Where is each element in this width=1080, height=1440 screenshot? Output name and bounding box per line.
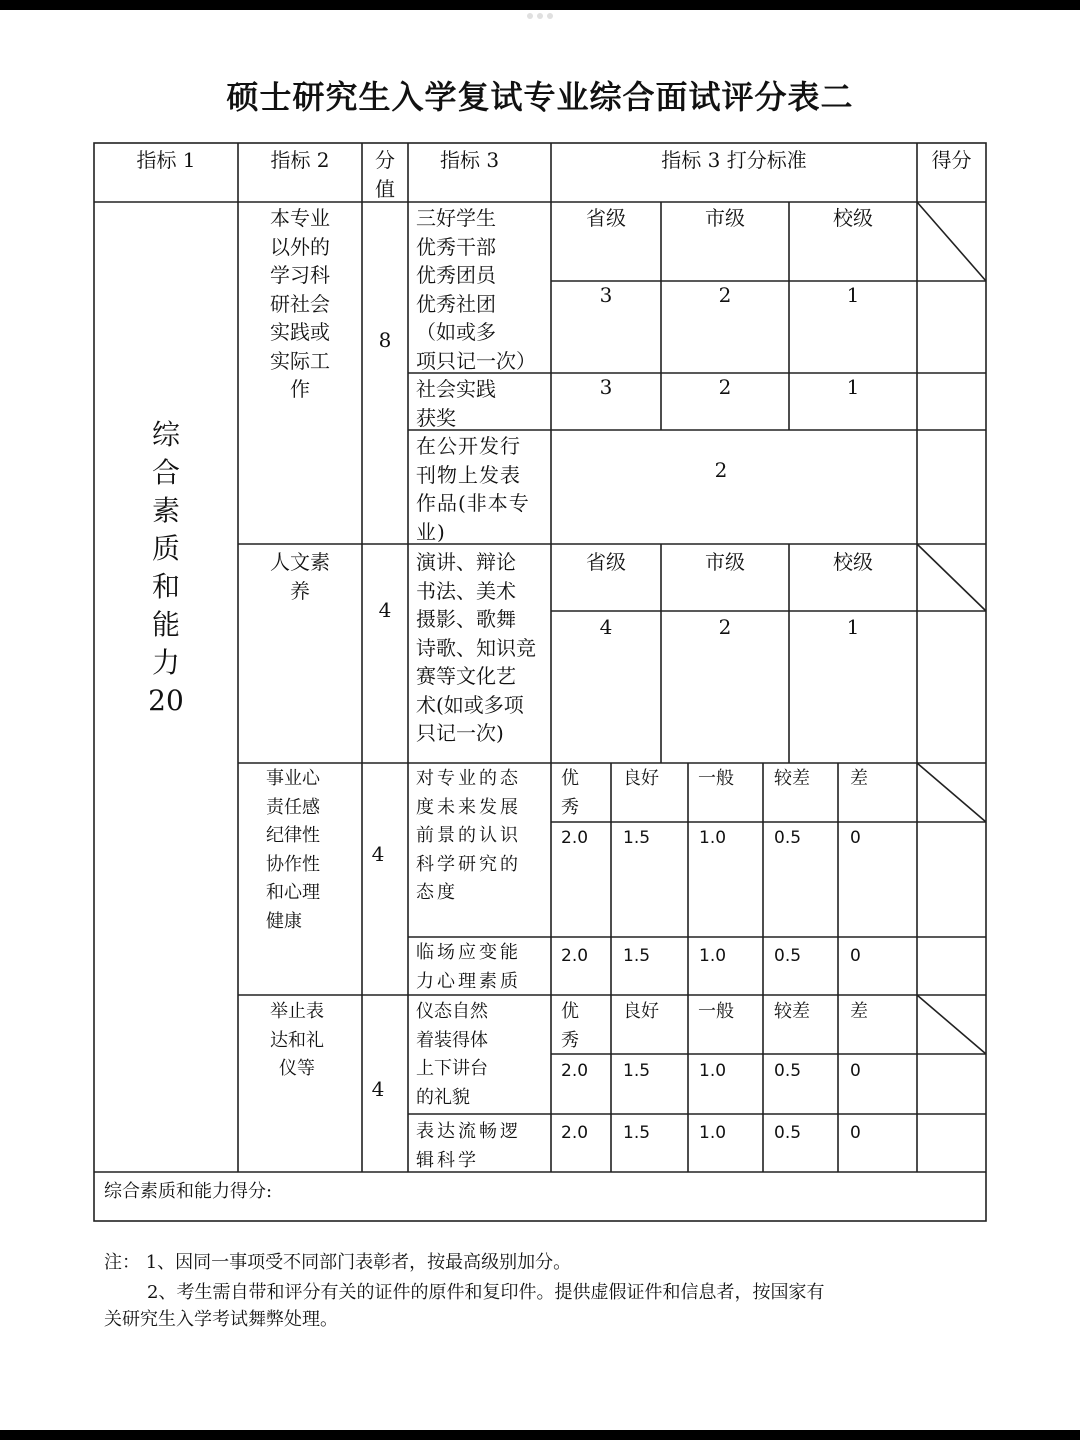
s4-label: 举止表 达和礼 仪等	[270, 1001, 324, 1079]
s1-r1-city: 2	[718, 283, 732, 307]
s4-grade-excellent: 优 秀	[561, 1001, 579, 1051]
s2-level-school: 校级	[833, 550, 873, 574]
s1-r1-school: 1	[846, 283, 860, 307]
s4-r1-bad: 0	[850, 1061, 861, 1081]
s4-r1-average: 1.0	[699, 1061, 727, 1081]
s1-level-school: 校级	[833, 206, 873, 230]
s3-r2-good: 1.5	[623, 946, 651, 966]
s1-r2-province: 3	[599, 375, 613, 399]
s1-label: 本专业 以外的 学习科 研社会 实践或 实际工 作	[270, 206, 330, 401]
s2-item1: 演讲、辩论 书法、美术 摄影、歌舞 诗歌、知识竞 赛等文化艺 术(如或多项 只记一次)	[416, 550, 536, 745]
s3-r2-bad: 0	[850, 946, 861, 966]
header-score: 分 值	[375, 148, 395, 201]
header-criteria: 指标 3 打分标准	[661, 148, 807, 172]
s3-item1: 对专业的态 度未来发展 前景的认识 科学研究的 态度	[416, 768, 521, 903]
s4-item1: 仪态自然 着装得体 上下讲台 的礼貌	[416, 1001, 488, 1108]
s1-score: 8	[378, 328, 392, 352]
s4-r1-excellent: 2.0	[561, 1061, 589, 1081]
s3-label: 事业心 责任感 纪律性 协作性 和心理 健康	[266, 768, 320, 932]
s3-grade-average: 一般	[698, 768, 734, 789]
s4-r2-average: 1.0	[699, 1123, 727, 1143]
s4-grade-bad: 差	[850, 1001, 868, 1022]
s1-item2: 社会实践 获奖	[416, 377, 496, 430]
s3-grade-bad: 差	[850, 768, 868, 789]
s4-grade-average: 一般	[698, 1001, 734, 1022]
s3-r2-excellent: 2.0	[561, 946, 589, 966]
s4-r2-excellent: 2.0	[561, 1123, 589, 1143]
header-index1: 指标 1	[136, 148, 196, 172]
s2-r1-province: 4	[599, 615, 613, 639]
s2-r1-city: 2	[718, 615, 732, 639]
s2-level-city: 市级	[705, 550, 745, 574]
s3-grade-excellent: 优 秀	[561, 768, 579, 818]
note-2-line2: 关研究生入学考试舞弊处理。	[104, 1309, 338, 1330]
s2-label: 人文素 养	[270, 550, 330, 603]
s3-item2: 临场应变能 力心理素质	[416, 942, 521, 992]
s2-r1-school: 1	[846, 615, 860, 639]
s1-item1: 三好学生 优秀干部 优秀团员 优秀社团 （如或多 项只记一次）	[416, 206, 536, 373]
note-1: 注： 1、因同一事项受不同部门表彰者，按最高级别加分。	[104, 1252, 572, 1273]
s2-score: 4	[378, 598, 392, 622]
s1-level-city: 市级	[705, 206, 745, 230]
s3-grade-poor: 较差	[774, 768, 810, 789]
s4-score: 4	[371, 1077, 385, 1101]
s1-r1-province: 3	[599, 283, 613, 307]
s4-grade-good: 良好	[623, 1001, 659, 1022]
s3-r1-bad: 0	[850, 828, 861, 848]
s1-r2-school: 1	[846, 375, 860, 399]
note-2-line1: 2、考生需自带和评分有关的证件的原件和复印件。提供虚假证件和信息者，按国家有	[147, 1282, 825, 1303]
s4-r2-bad: 0	[850, 1123, 861, 1143]
s3-r1-average: 1.0	[699, 828, 727, 848]
s3-r1-poor: 0.5	[774, 828, 802, 848]
s3-r2-poor: 0.5	[774, 946, 802, 966]
s4-grade-poor: 较差	[774, 1001, 810, 1022]
dimension-label: 综 合 素 质 和 能 力 20	[148, 418, 184, 717]
s4-r2-good: 1.5	[623, 1123, 651, 1143]
s4-r1-good: 1.5	[623, 1061, 651, 1081]
s3-score: 4	[371, 842, 385, 866]
page-title: 硕士研究生入学复试专业综合面试评分表二	[226, 78, 854, 116]
s3-grade-good: 良好	[623, 768, 659, 789]
header-index3: 指标 3	[440, 148, 500, 172]
s1-level-province: 省级	[586, 206, 626, 230]
s3-r2-average: 1.0	[699, 946, 727, 966]
s4-item2: 表达流畅逻 辑科学	[416, 1121, 521, 1171]
s3-r1-excellent: 2.0	[561, 828, 589, 848]
total-score-label: 综合素质和能力得分:	[104, 1181, 273, 1202]
s2-level-province: 省级	[586, 550, 626, 574]
header-points: 得分	[931, 148, 972, 172]
s3-r1-good: 1.5	[623, 828, 651, 848]
s4-r2-poor: 0.5	[774, 1123, 802, 1143]
s1-item3: 在公开发行 刊物上发表 作品(非本专 业)	[416, 434, 530, 544]
header-index2: 指标 2	[270, 148, 330, 172]
s1-r3-score: 2	[714, 458, 728, 482]
s1-r2-city: 2	[718, 375, 732, 399]
s4-r1-poor: 0.5	[774, 1061, 802, 1081]
